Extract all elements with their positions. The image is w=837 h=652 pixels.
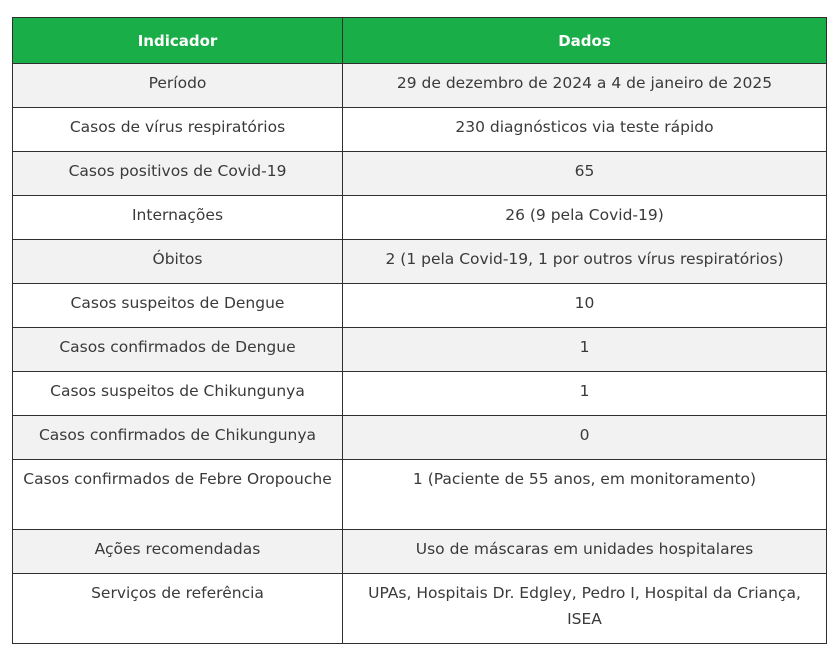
table-row [13, 460, 827, 530]
indicator-cell: Ações recomendadas [13, 530, 343, 574]
table-row [13, 328, 827, 372]
value-cell: Uso de máscaras em unidades hospitalares [343, 530, 827, 574]
indicator-cell: Casos suspeitos de Dengue [13, 284, 343, 328]
table-row [13, 416, 827, 460]
data-table-container [12, 17, 826, 644]
header-indicator: Indicador [13, 18, 343, 64]
table-row [13, 574, 827, 644]
table-row [13, 240, 827, 284]
indicator-cell: Serviços de referência [13, 574, 343, 644]
value-cell: 26 (9 pela Covid-19) [343, 196, 827, 240]
health-indicators-table [12, 17, 827, 644]
indicator-cell: Casos de vírus respiratórios [13, 108, 343, 152]
header-data: Dados [343, 18, 827, 64]
indicator-cell: Casos confirmados de Febre Oropouche [13, 460, 343, 530]
indicator-cell: Período [13, 64, 343, 108]
indicator-cell: Casos suspeitos de Chikungunya [13, 372, 343, 416]
value-cell: 1 [343, 328, 827, 372]
indicator-cell: Casos confirmados de Chikungunya [13, 416, 343, 460]
value-cell: 29 de dezembro de 2024 a 4 de janeiro de 2025 [343, 64, 827, 108]
indicator-cell: Óbitos [13, 240, 343, 284]
value-cell: 230 diagnósticos via teste rápido [343, 108, 827, 152]
value-cell: 65 [343, 152, 827, 196]
value-cell: UPAs, Hospitais Dr. Edgley, Pedro I, Hospital da Criança, ISEA [343, 574, 827, 644]
table-row [13, 108, 827, 152]
value-cell: 0 [343, 416, 827, 460]
table-row [13, 152, 827, 196]
indicator-cell: Internações [13, 196, 343, 240]
table-row [13, 284, 827, 328]
value-cell: 10 [343, 284, 827, 328]
value-cell: 1 (Paciente de 55 anos, em monitoramento) [343, 460, 827, 530]
value-cell: 2 (1 pela Covid-19, 1 por outros vírus respiratórios) [343, 240, 827, 284]
indicator-cell: Casos positivos de Covid-19 [13, 152, 343, 196]
indicator-cell: Casos confirmados de Dengue [13, 328, 343, 372]
value-cell: 1 [343, 372, 827, 416]
table-row [13, 530, 827, 574]
table-header-row [13, 18, 827, 64]
table-row [13, 64, 827, 108]
table-row [13, 372, 827, 416]
table-row [13, 196, 827, 240]
